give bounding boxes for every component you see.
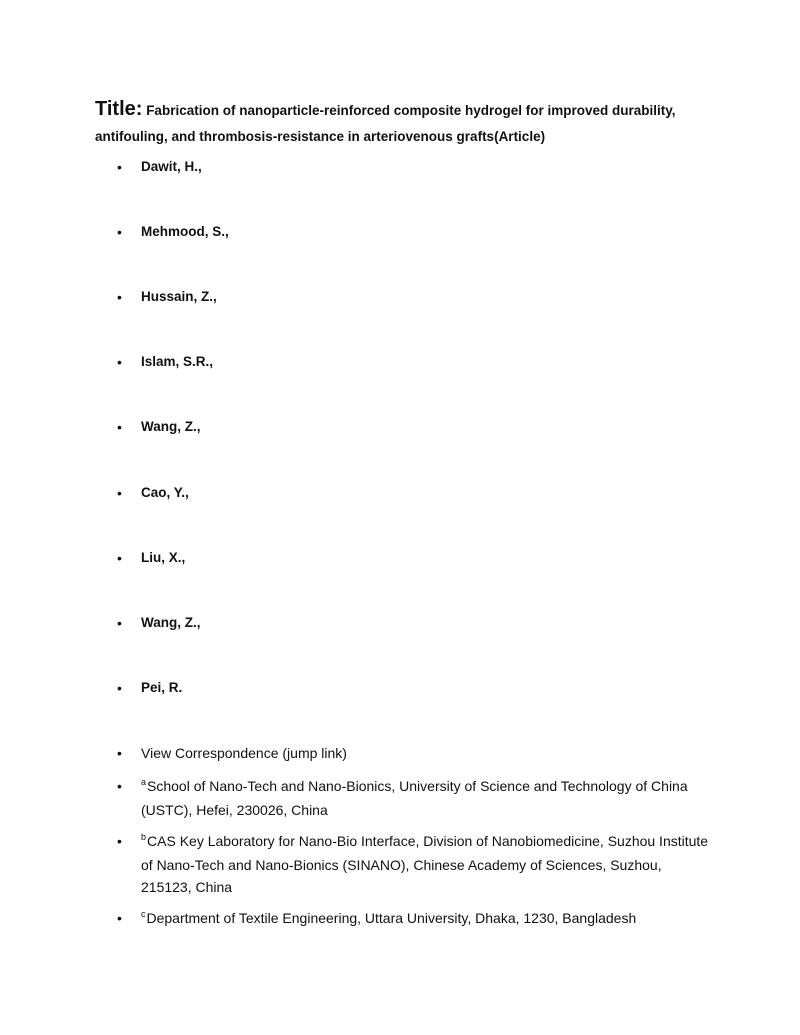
bullet-icon: • [117,615,122,631]
affiliation-marker: a [141,777,147,787]
author-name: Cao, Y., [141,485,189,500]
affiliation-text [141,907,716,931]
author-name: Pei, R. [141,680,183,695]
bullet-icon: • [117,550,122,566]
bullet-icon: • [117,224,122,240]
bullet-icon: • [117,419,122,435]
bullet-icon: • [117,778,122,794]
bullet-icon: • [117,289,122,305]
bullet-icon: • [117,354,122,370]
article-title: Fabrication of nanoparticle-reinforced composite hydrogel for improved durability, antifouling, and thrombosis-resistance in arteriovenous grafts(Article) [95,103,676,144]
author-name: Hussain, Z., [141,289,217,304]
affiliation-marker: c [141,909,146,919]
affiliation-body: Department of Textile Engineering, Uttara University, Dhaka, 1230, Bangladesh [146,910,637,926]
author-name: Liu, X., [141,550,186,565]
bullet-icon: • [117,485,122,501]
title-block [95,96,735,150]
affiliation-marker: b [141,832,147,842]
author-name: Islam, S.R., [141,354,214,369]
bullet-icon: • [117,745,122,761]
affiliation-body: School of Nano-Tech and Nano-Bionics, University of Science and Technology of China (USTC), Hefei, 230026, China [141,778,688,818]
bullet-icon: • [117,159,122,175]
author-name: Mehmood, S., [141,224,229,239]
author-name: Wang, Z., [141,615,201,630]
affiliation-text [141,830,716,898]
view-correspondence-link[interactable]: View Correspondence (jump link) [141,745,347,761]
bullet-icon: • [117,833,122,849]
bullet-icon: • [117,910,122,926]
affiliation-text [141,775,716,821]
bullet-icon: • [117,680,122,696]
author-name: Dawit, H., [141,159,202,174]
title-label: Title: [95,98,143,120]
affiliation-body: CAS Key Laboratory for Nano-Bio Interface, Division of Nanobiomedicine, Suzhou Institute of Nano-Tech and Nano-Bionics (SINANO), Chinese Academy of Sciences, Suzhou, 215123, China [141,833,709,895]
author-name: Wang, Z., [141,419,201,434]
